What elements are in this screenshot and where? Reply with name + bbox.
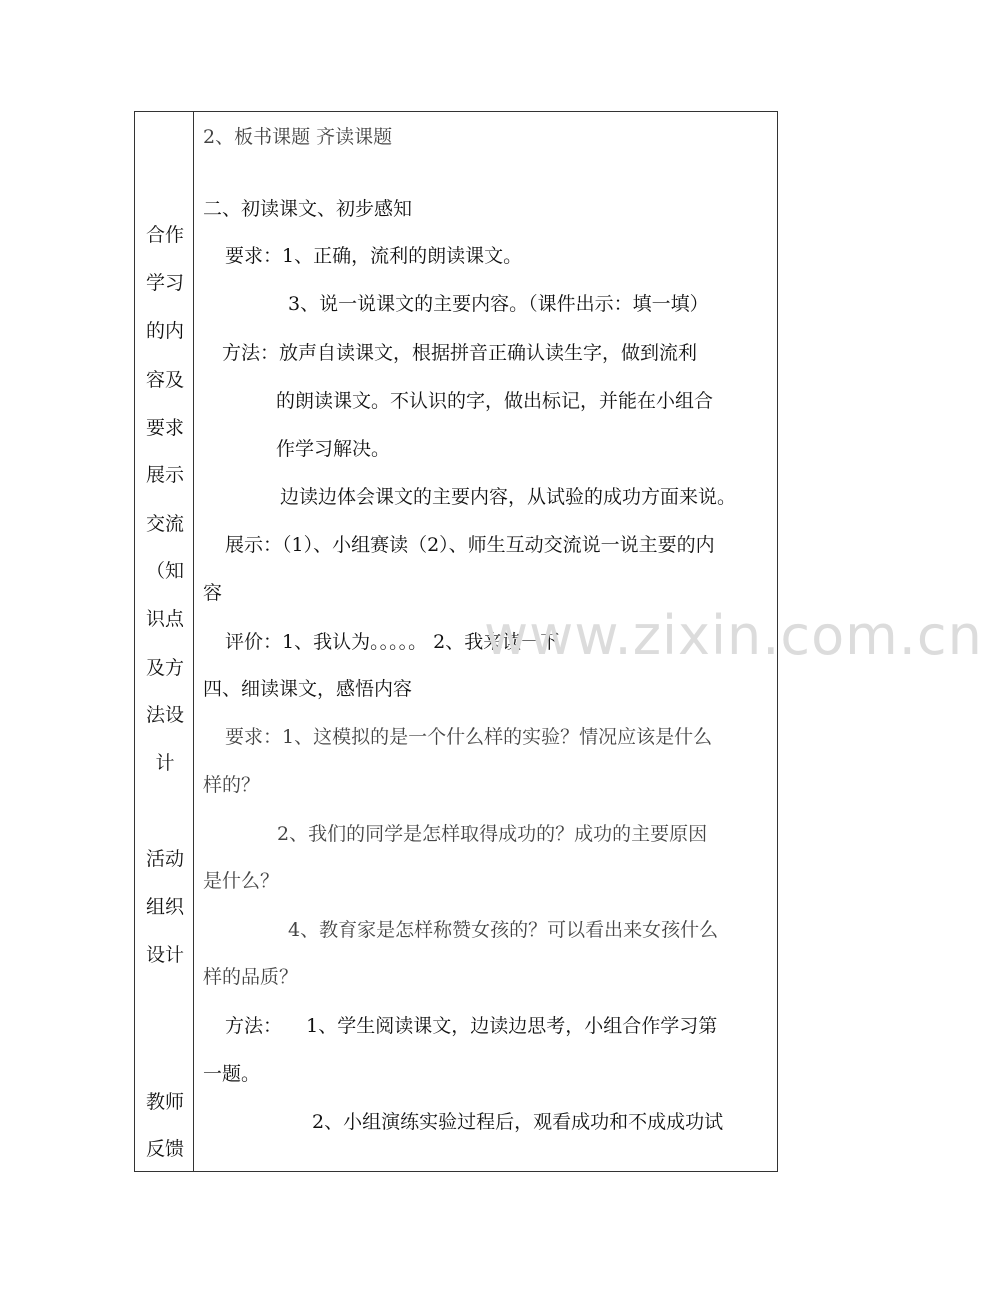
- content-line: 作学习解决。: [276, 438, 391, 460]
- left-label: 反馈: [145, 1138, 184, 1160]
- content-line: 要求：1、正确，流利的朗读课文。: [225, 245, 523, 267]
- left-label: 学习: [145, 272, 184, 294]
- left-label: 要求: [145, 417, 184, 439]
- left-label: 计: [155, 752, 175, 774]
- watermark-text: www.zixin.com.cn: [484, 604, 983, 667]
- left-label: 交流: [145, 513, 184, 535]
- content-line: 样的？: [203, 774, 261, 796]
- content-line: 边读边体会课文的主要内容，从试验的成功方面来说。: [280, 486, 737, 508]
- column-divider: [193, 111, 194, 1172]
- left-label: （知: [145, 560, 184, 582]
- section-heading: 四、细读课文，感悟内容: [203, 678, 413, 700]
- content-line: 一题。: [203, 1063, 261, 1085]
- content-line: 评价：1、我认为。。。。。 2、我来读一下: [225, 631, 560, 653]
- left-label: 教师: [145, 1091, 184, 1113]
- left-label: 识点: [145, 608, 184, 630]
- left-label: 组织: [145, 896, 184, 918]
- section-heading: 二、初读课文、初步感知: [203, 198, 413, 220]
- content-line: 2、板书课题 齐读课题: [203, 126, 393, 148]
- content-line: 是什么？: [203, 870, 280, 892]
- left-label: 设计: [145, 944, 184, 966]
- content-line: 2、小组演练实验过程后，观看成功和不成成功试: [312, 1111, 724, 1133]
- left-label: 容及: [145, 369, 184, 391]
- content-line: 4、教育家是怎样称赞女孩的？可以看出来女孩什么: [288, 919, 719, 941]
- content-line: 的朗读课文。不认识的字，做出标记，并能在小组合: [276, 390, 714, 412]
- left-label: 的内: [145, 320, 184, 342]
- left-label: 及方: [145, 657, 184, 679]
- content-line: 3、说一说课文的主要内容。（课件出示：填一填）: [288, 293, 709, 315]
- content-line: 方法：放声自读课文，根据拼音正确认读生字，做到流利: [222, 342, 698, 364]
- content-line: 2、我们的同学是怎样取得成功的？成功的主要原因: [277, 823, 708, 845]
- content-line: 容: [203, 582, 223, 604]
- content-line: 展示：（1）、小组赛读（2）、师生互动交流说一说主要的内: [225, 534, 715, 556]
- content-line: 样的品质？: [203, 966, 299, 988]
- left-label: 展示: [145, 464, 184, 486]
- left-label: 活动: [145, 848, 184, 870]
- left-label: 法设: [145, 704, 184, 726]
- content-line: 要求：1、这模拟的是一个什么样的实验？情况应该是什么: [225, 726, 713, 748]
- left-label: 合作: [145, 224, 184, 246]
- content-line: 方法： 1、学生阅读课文，边读边思考，小组合作学习第: [225, 1015, 718, 1037]
